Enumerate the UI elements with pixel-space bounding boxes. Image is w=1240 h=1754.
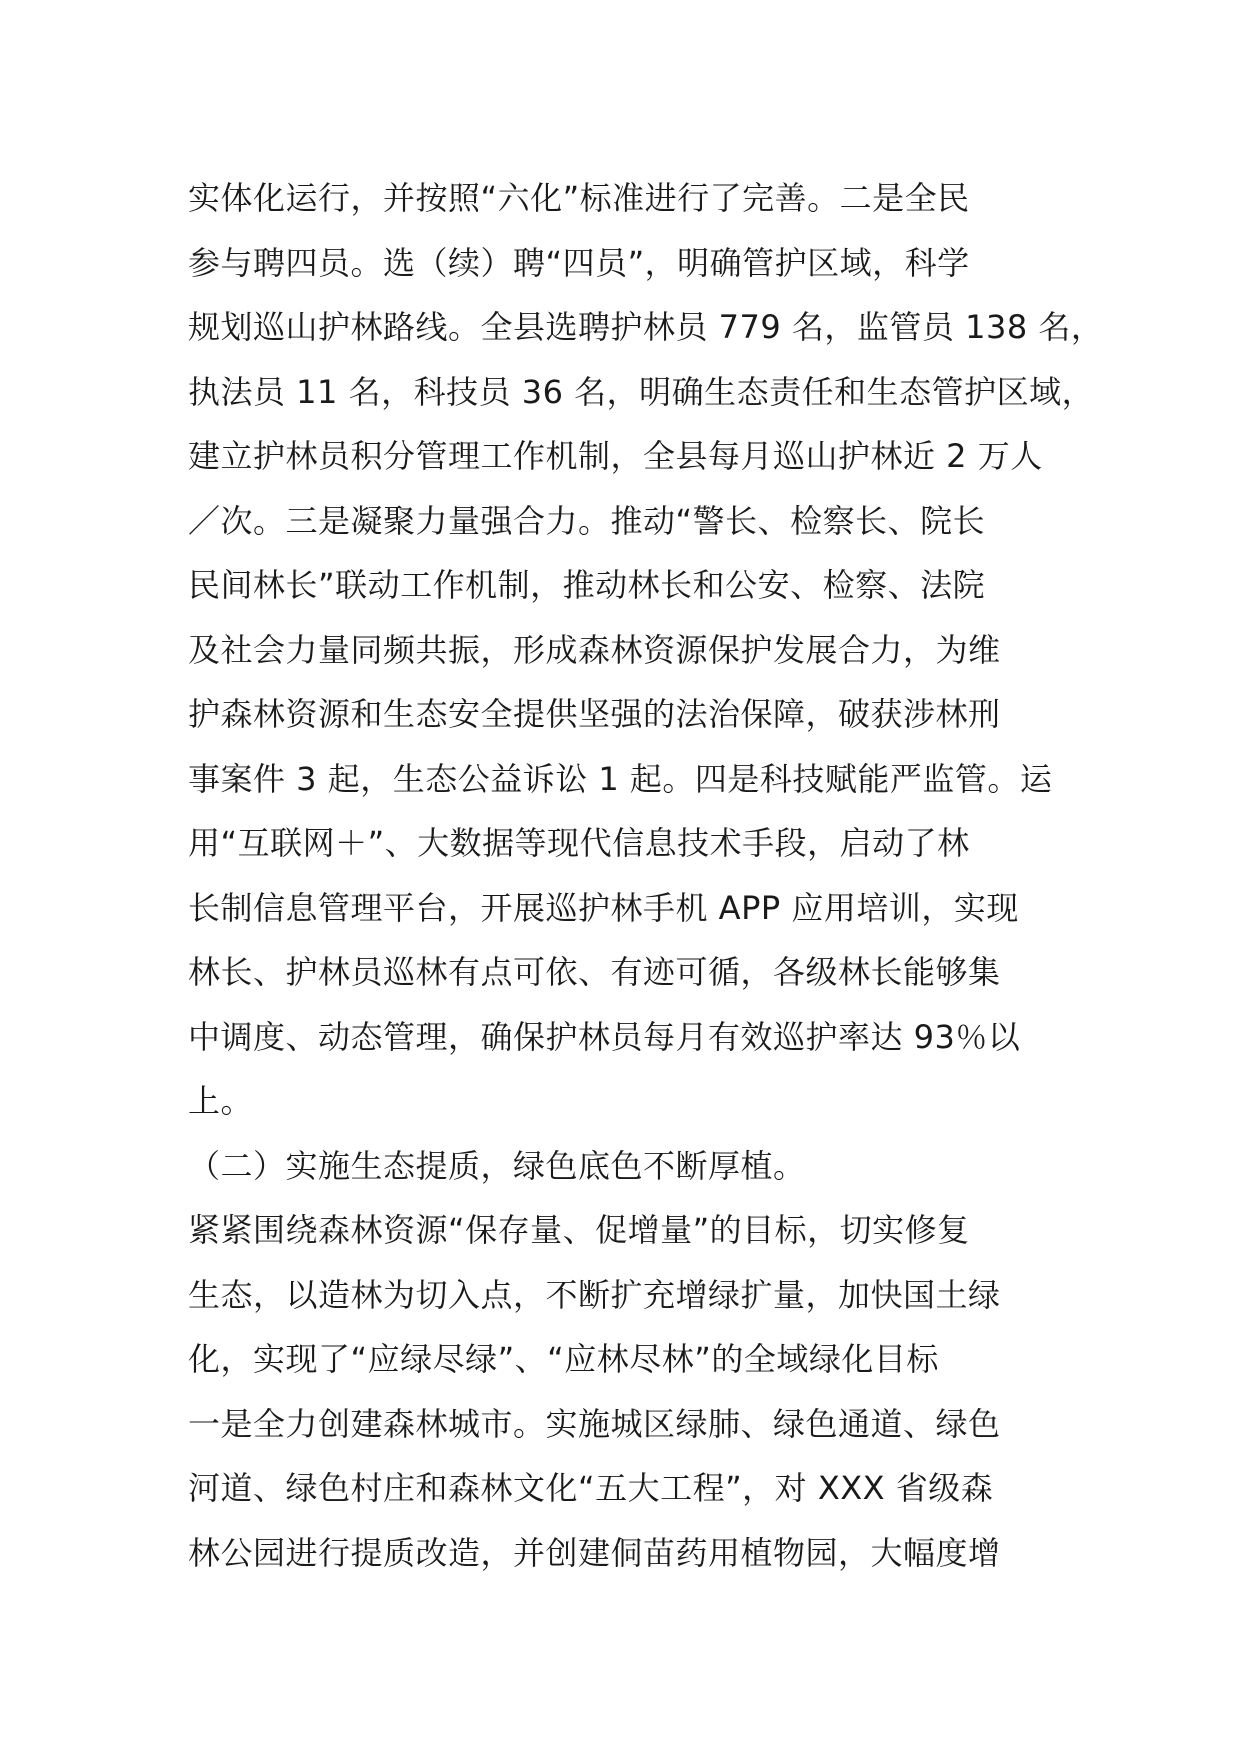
text-line: 民间林长”联动工作机制，推动林长和公安、检察、法院 [188, 566, 986, 604]
text-line: 一是全力创建森林城市。实施城区绿肺、绿色通道、绿色 [188, 1404, 1001, 1443]
text-line: 生态，以造林为切入点，不断扩充增绿扩量，加快国土绿 [188, 1275, 1001, 1314]
text-line: 用“互联网＋”、大数据等现代信息技术手段，启动了林 [188, 824, 970, 862]
text-line: 河道、绿色村庄和森林文化“五大工程”，对 XXX 省级森 [188, 1469, 994, 1507]
text-line: 中调度、动态管理，确保护林员每月有效巡护率达 93％以 [188, 1017, 1021, 1056]
text-line: 参与聘四员。选（续）聘“四员”，明确管护区域，科学 [188, 243, 970, 282]
text-line: 林公园进行提质改造，并创建侗苗药用植物园，大幅度增 [188, 1533, 1001, 1572]
text-line: 长制信息管理平台，开展巡护林手机 APP 应用培训，实现 [188, 888, 1019, 927]
body-text [188, 166, 1104, 1585]
text-line: 林长、护林员巡林有点可依、有迹可循，各级林长能够集 [188, 953, 1001, 991]
text-line: 建立护林员积分管理工作机制，全县每月巡山护林近 2 万人 [188, 437, 1043, 475]
text-line: 上。 [188, 1082, 254, 1120]
section-heading: （二）实施生态提质，绿色底色不断厚植。 [188, 1146, 806, 1185]
text-line: 化，实现了“应绿尽绿”、“应林尽林”的全域绿化目标 [188, 1340, 939, 1378]
text-line: 执法员 11 名，科技员 36 名，明确生态责任和生态管护区域， [188, 372, 1095, 411]
text-line: 事案件 3 起，生态公益诉讼 1 起。四是科技赋能严监管。运 [188, 759, 1053, 798]
text-line: 及社会力量同频共振，形成森林资源保护发展合力，为维 [188, 630, 1001, 669]
text-line: ／次。三是凝聚力量强合力。推动“警长、检察长、院长 [188, 501, 986, 540]
text-line: 紧紧围绕森林资源“保存量、促增量”的目标，切实修复 [188, 1211, 970, 1249]
text-line: 护森林资源和生态安全提供坚强的法治保障，破获涉林刑 [188, 695, 1001, 733]
text-line: 实体化运行，并按照“六化”标准进行了完善。二是全民 [188, 179, 970, 217]
text-line: 规划巡山护林路线。全县选聘护林员 779 名，监管员 138 名， [188, 308, 1104, 346]
